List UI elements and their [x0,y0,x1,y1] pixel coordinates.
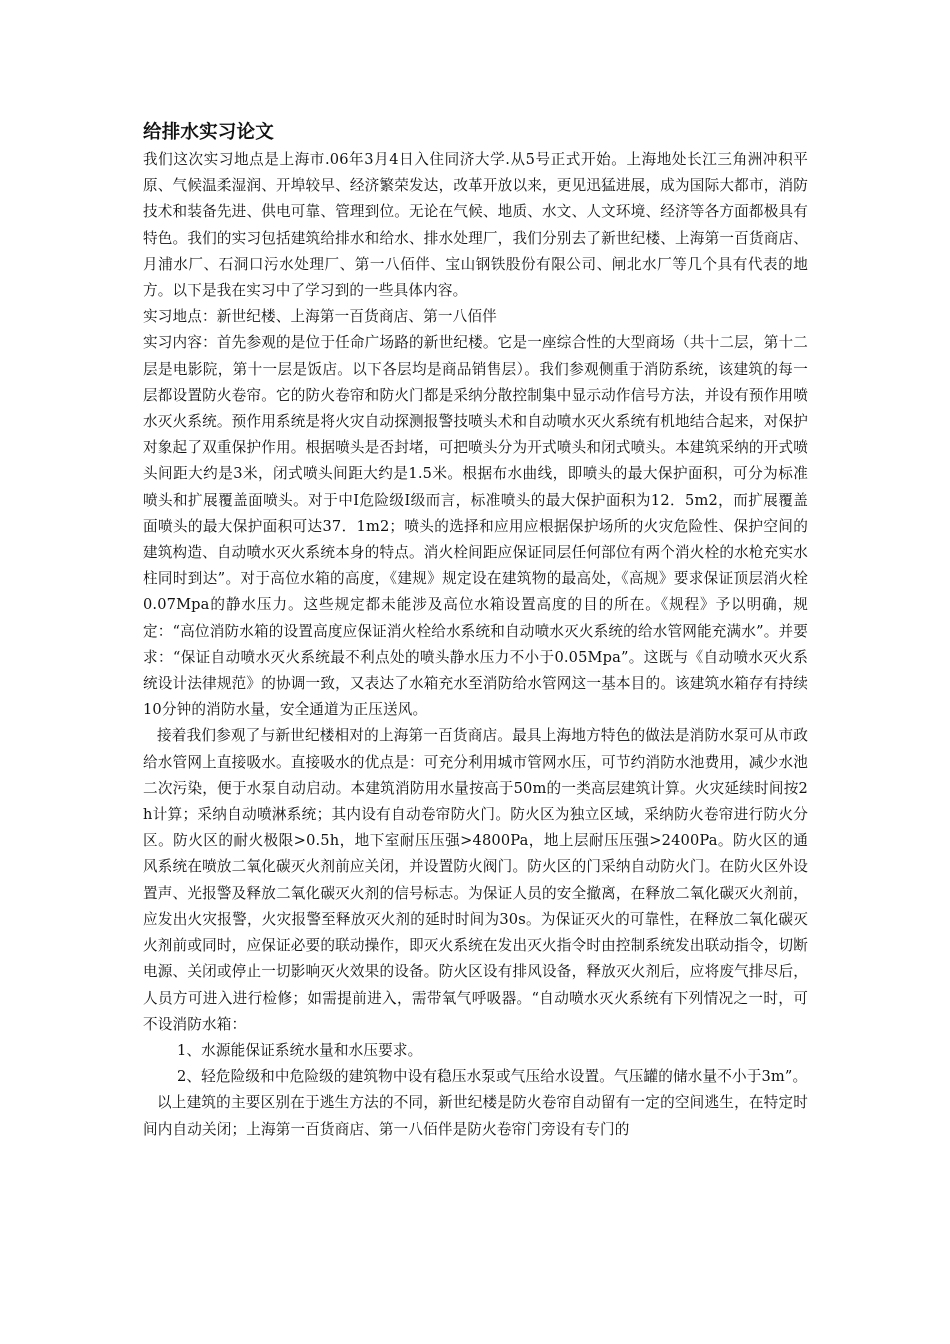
list-item-1: 1、水源能保证系统水量和水压要求。 [177,1041,423,1059]
list-item-2: 2、轻危险级和中危险级的建筑物中设有稳压水泵或气压给水设置。气压罐的储水量不小于3m”。 [177,1068,808,1086]
paragraph-intro: 我们这次实习地点是上海市.06年3月4日入住同济大学.从5号正式开始。上海地处长江三角洲冲积平原、气候温柔湿润、开埠较早、经济繁荣发达，改革开放以来，更见迅猛进展，成为国际大都市，消防技术和装备先进、供电可靠、管理到位。无论在气候、地质、水文、人文环境、经济等各方面都极具有特色。我们的实习包括建筑给排水和给水、排水处理厂，我们分别去了新世纪楼、上海第一百货商店、月浦水厂、石洞口污水处理厂、第一八佰伴、宝山钢铁股份有限公司、闸北水厂等几个具有代表的地方。以下是我在实习中了学习到的一些具体内容。 [143,151,808,300]
paragraph-first-department-store: 接着我们参观了与新世纪楼相对的上海第一百货商店。最具上海地方特色的做法是消防水泵可从市政给水管网上直接吸水。直接吸水的优点是：可充分利用城市管网水压，可节约消防水池费用，减少水池二次污染，便于水泵自动启动。本建筑消防用水量按高于50m的一类高层建筑计算。火灾延续时间按2h计算；采纳自动喷淋系统；其内设有自动卷帘防火门。防火区为独立区域，采纳防火卷帘进行防火分区。防火区的耐火极限>0.5h，地下室耐压压强>4800Pa，地上层耐压压强>2400Pa。防火区的通风系统在喷放二氧化碳灭火剂前应关闭，并设置防火阀门。防火区的门采纳自动防火门。在防火区外设置声、光报警及释放二氧化碳灭火剂的信号标志。为保证人员的安全撤离，在释放二氧化碳灭火剂前，应发出火灾报警，火灾报警至释放灭火剂的延时时间为30s。为保证灭火的可靠性，在释放二氧化碳灭火剂前或同时，应保证必要的联动操作，即灭火系统在发出灭火指令时由控制系统发出联动指令，切断电源、关闭或停止一切影响灭火效果的设备。防火区设有排风设备，释放灭火剂后，应将废气排尽后，人员方可进入进行检修；如需提前进入，需带氧气呼吸器。“自动喷水灭火系统有下列情况之一时，可不设消防水箱： [143,727,808,1033]
paragraph-content-new-century: 实习内容：首先参观的是位于任命广场路的新世纪楼。它是一座综合性的大型商场（共十二层，第十二层是电影院，第十一层是饭店。以下各层均是商品销售层）。我们参观侧重于消防系统，该建筑的每一层都设置防火卷帘。它的防火卷帘和防火门都是采纳分散控制集中显示动作信号方法，并设有预作用喷水灭火系统。预作用系统是将火灾自动探测报警技喷头术和自动喷水灭火系统有机地结合起来，对保护对象起了双重保护作用。根据喷头是否封堵，可把喷头分为开式喷头和闭式喷头。本建筑采纳的开式喷头间距大约是3米，闭式喷头间距大约是1.5米。根据布水曲线，即喷头的最大保护面积，可分为标准喷头和扩展覆盖面喷头。对于中Ⅰ危险级Ⅰ级而言，标准喷头的最大保护面积为12．5m2，而扩展覆盖面喷头的最大保护面积可达37．1m2；喷头的选择和应用应根据保护场所的火灾危险性、保护空间的建筑构造、自动喷水灭火系统本身的特点。消火栓间距应保证同层任何部位有两个消火栓的水枪充实水柱同时到达”。对于高位水箱的高度，《建规》规定设在建筑物的最高处，《高规》要求保证顶层消火栓0.07Mpa的静水压力。这些规定都未能涉及高位水箱设置高度的目的所在。《规程》予以明确，规定：“高位消防水箱的设置高度应保证消火栓给水系统和自动喷水灭火系统的给水管网能充满水”。并要求：“保证自动喷水灭火系统最不利点处的喷头静水压力不小于0.05Mpa”。这既与《自动喷水灭火系统设计法律规范》的协调一致，又表达了水箱充水至消防给水管网这一基本目的。该建筑水箱存有持续10分钟的消防水量，安全通道为正压送风。 [143,334,808,719]
paragraph-locations: 实习地点：新世纪楼、上海第一百货商店、第一八佰伴 [143,308,497,326]
paragraph-comparison: 以上建筑的主要区别在于逃生方法的不同，新世纪楼是防火卷帘自动留有一定的空间逃生，在特定时间内自动关闭；上海第一百货商店、第一八佰伴是防火卷帘门旁设有专门的 [143,1094,808,1138]
document-page [143,119,808,1143]
document-title: 给排水实习论文 [143,122,274,143]
